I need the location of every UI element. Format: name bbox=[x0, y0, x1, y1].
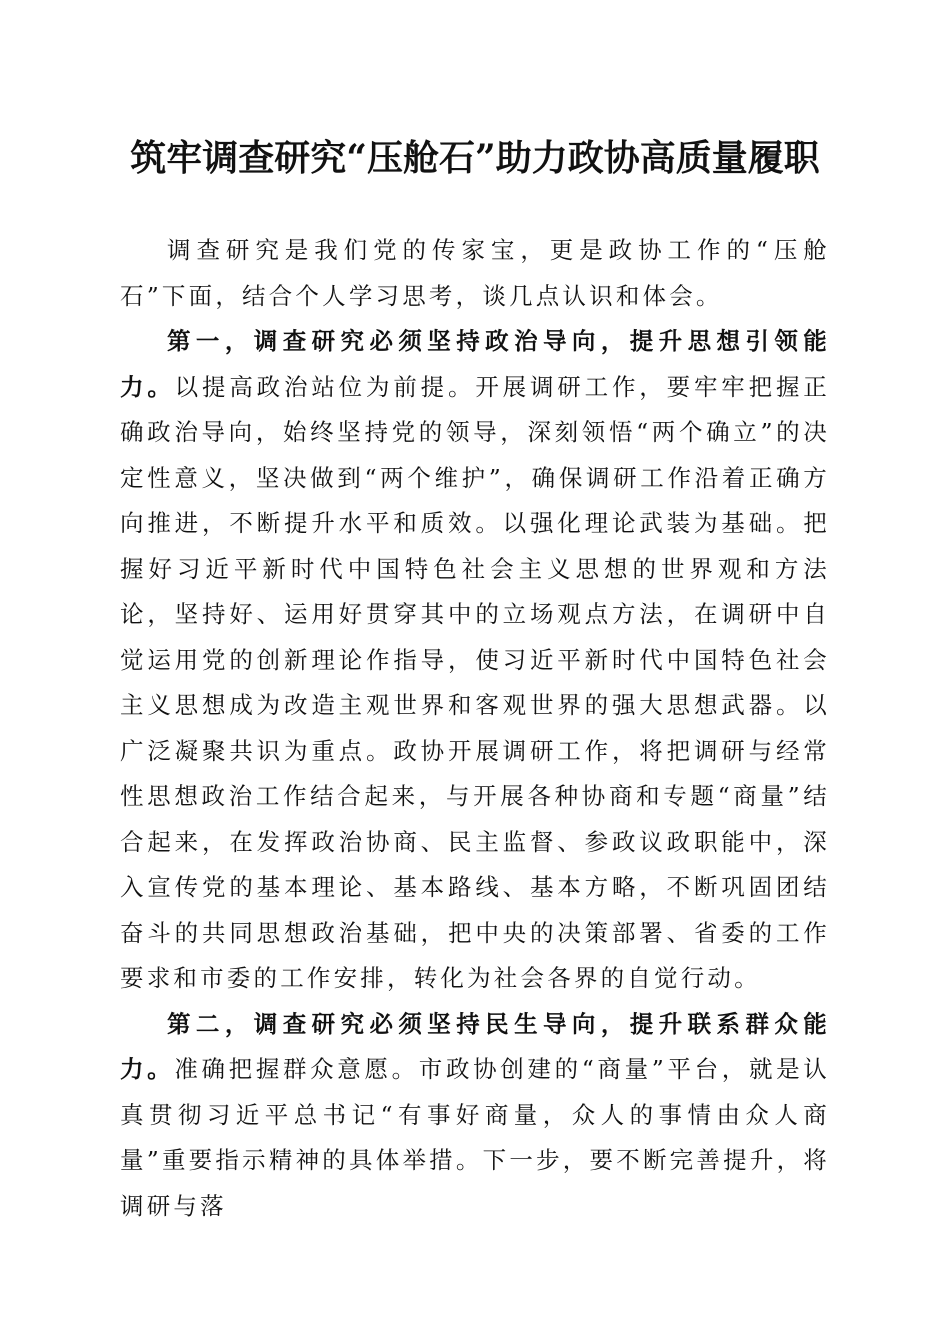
paragraph-text: 以提高政治站位为前提。开展调研工作，要牢牢把握正确政治导向，始终坚持党的领导，深刻领悟“两个确立”的决定性意义，坚决做到“两个维护”，确保调研工作沿着正确方向推进，不断提升水平和质效。以强化理论武装为基础。把握好习近平新时代中国特色社会主义思想的世界观和方法论，坚持好、运用好贯穿其中的立场观点方法，在调研中自觉运用党的创新理论作指导，使习近平新时代中国特色社会主义思想成为改造主观世界和客观世界的强大思想武器。以广泛凝聚共识为重点。政协开展调研工作，将把调研与经常性思想政治工作结合起来，与开展各种协商和专题“商量”结合起来，在发挥政治协商、民主监督、参政议政职能中，深入宣传党的基本理论、基本路线、基本方略，不断巩固团结奋斗的共同思想政治基础，把中央的决策部署、省委的工作要求和市委的工作安排，转化为社会各界的自觉行动。 bbox=[120, 372, 830, 992]
paragraph-lead-heading: 第二，调查研究必须坚持民生导向，提升联系群众能力。 bbox=[120, 1009, 830, 1083]
paragraph-intro bbox=[120, 228, 830, 319]
document-title: 筑牢调查研究“压舱石”助力政协高质量履职 bbox=[130, 137, 820, 179]
paragraph-lead-heading: 第一，调查研究必须坚持政治导向，提升思想引领能力。 bbox=[120, 327, 830, 401]
document-body bbox=[120, 228, 830, 1229]
paragraph-point-one bbox=[120, 319, 830, 1002]
paragraph-point-two bbox=[120, 1002, 830, 1230]
paragraph-text: 调查研究是我们党的传家宝，更是政协工作的“压舱石”下面，结合个人学习思考，谈几点认识和体会。 bbox=[120, 236, 830, 310]
paragraph-text: 准确把握群众意愿。市政协创建的“商量”平台，就是认真贯彻习近平总书记“有事好商量，众人的事情由众人商量”重要指示精神的具体举措。下一步，要不断完善提升，将调研与落 bbox=[120, 1055, 830, 1220]
